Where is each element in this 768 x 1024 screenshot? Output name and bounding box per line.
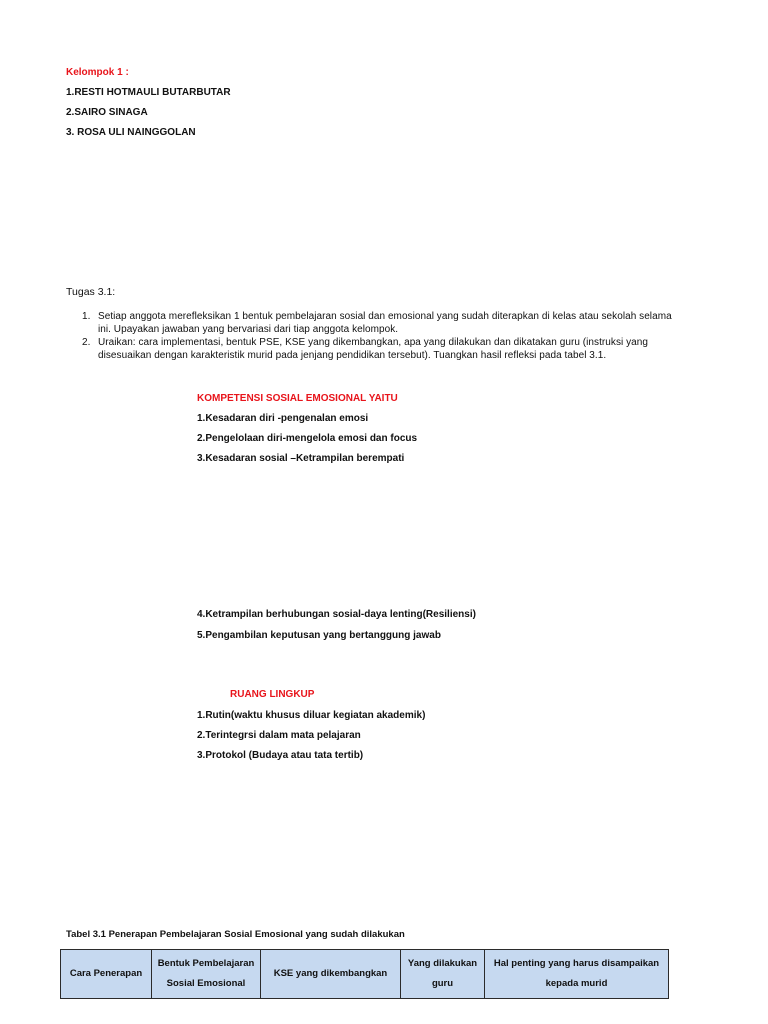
task-title: Tugas 3.1: xyxy=(66,286,116,298)
ruang-heading: RUANG LINGKUP xyxy=(230,689,315,700)
reflection-table xyxy=(60,949,669,999)
ruang-item: 3.Protokol (Budaya atau tata tertib) xyxy=(197,750,364,761)
ruang-item: 2.Terintegrsi dalam mata pelajaran xyxy=(197,730,361,741)
table-header-cell xyxy=(61,950,152,999)
task-item-number: 2. xyxy=(82,337,91,348)
task-list xyxy=(82,311,712,363)
kompetensi-item: 3.Kesadaran sosial –Ketrampilan berempati xyxy=(197,453,405,464)
task-item-line: Uraikan: cara implementasi, bentuk PSE, KSE yang dikembangkan, apa yang dilakukan dan dikatakan guru (instruksi yang xyxy=(98,337,648,348)
kompetensi-item: 5.Pengambilan keputusan yang bertanggung jawab xyxy=(197,630,441,641)
task-item-line: disesuaikan dengan karakteristik murid pada jenjang pendidikan tersebut). Tuangkan hasil refleksi pada tabel 3.1. xyxy=(98,349,607,361)
kompetensi-item: 4.Ketrampilan berhubungan sosial-daya lenting(Resiliensi) xyxy=(197,609,476,620)
header-label: Cara Penerapan xyxy=(69,968,143,979)
kompetensi-item: 1.Kesadaran diri -pengenalan emosi xyxy=(197,413,369,424)
group-member: 2.SAIRO SINAGA xyxy=(66,107,148,118)
table-header-row xyxy=(61,950,669,999)
task-item-line: ini. Upayakan jawaban yang bervariasi dari tiap anggota kelompok. xyxy=(98,323,399,335)
group-member: 1.RESTI HOTMAULI BUTARBUTAR xyxy=(66,87,231,98)
task-item xyxy=(82,311,712,336)
table-header-cell xyxy=(485,950,669,999)
header-label: Yang dilakukan xyxy=(407,958,478,969)
task-item-line: Setiap anggota merefleksikan 1 bentuk pembelajaran sosial dan emosional yang sudah diterapkan di kelas atau sekolah selama xyxy=(98,311,672,322)
group-heading: Kelompok 1 : xyxy=(66,67,129,78)
table-caption: Tabel 3.1 Penerapan Pembelajaran Sosial Emosional yang sudah dilakukan xyxy=(66,929,405,940)
group-member: 3. ROSA ULI NAINGGOLAN xyxy=(66,127,196,138)
header-label: Hal penting yang harus disampaikan xyxy=(493,958,660,969)
ruang-item: 1.Rutin(waktu khusus diluar kegiatan akademik) xyxy=(197,710,426,721)
header-label: guru xyxy=(431,978,454,989)
header-label: Bentuk Pembelajaran xyxy=(157,958,255,969)
table-header-cell xyxy=(261,950,401,999)
task-item xyxy=(82,337,712,362)
header-label: KSE yang dikembangkan xyxy=(273,968,388,979)
kompetensi-heading: KOMPETENSI SOSIAL EMOSIONAL YAITU xyxy=(197,393,398,404)
table-header-cell xyxy=(401,950,485,999)
task-item-number: 1. xyxy=(82,311,91,322)
kompetensi-item: 2.Pengelolaan diri-mengelola emosi dan focus xyxy=(197,433,418,444)
table-header-cell xyxy=(152,950,261,999)
header-label: kepada murid xyxy=(545,978,608,989)
header-label: Sosial Emosional xyxy=(166,978,246,989)
